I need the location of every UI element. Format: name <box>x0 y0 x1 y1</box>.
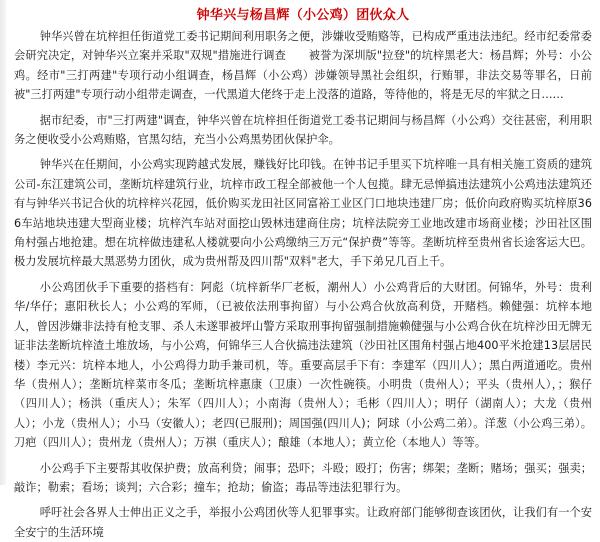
paragraph-investigation: 钟华兴曾在坑梓担任街道党工委书记期间利用职务之便，涉嫌收受贿赂等，已构成严重违法违纪。经市纪委常委会研究决定，对钟华兴立案并采取"双规"措施进行调查 被誉为深圳版"拉登"的坑梓黑老大：杨昌辉；外号：小公鸡。经市"三打两建"专项行动小组调查，杨昌辉（小公鸡）涉嫌领导黑社会组织，行贿罪，非法交易等罪名，日前被"三打两建"专项行动小组带走调查，一代黑道大佬终于走上没落的道路，等待他的，将是无尽的牢狱之日…… <box>14 30 592 102</box>
article-body <box>14 6 592 542</box>
paragraph-crimes-list: 小公鸡手下主要帮其收保护费；放高利贷；闹事；恐吓；斗殴；殴打；伤害；绑架；垄断；赌场；强买；强卖；敲诈；勒索；看场；谈判；六合彩；撞车；抢劫；偷盗；毒品等违法犯罪行为。 <box>14 461 592 494</box>
article-title: 钟华兴与杨昌辉（小公鸡）团伙众人 <box>196 8 410 23</box>
paragraph-protection-umbrella: 据市纪委，市"三打两建"调查，钟华兴曾在坑梓担任街道党工委书记期间与杨昌辉（小公鸡）交往甚密，利用职务之便收受小公鸡贿赂，官黑勾结，充当小公鸡黑势团伙保护伞。 <box>14 113 592 147</box>
page-left-border <box>0 0 6 485</box>
paragraph-appeal: 呼吁社会各界人士伸出正义之手，举报小公鸡团伙等人犯罪事实。让政府部门能够彻查该团伙，让我们有一个安全安宁的生活环境 <box>14 506 592 539</box>
paragraph-gang-members: 小公鸡团伙手下重要的搭档有：阿彪（坑梓新华厂老板，潮州人）小公鸡背后的大财团。何锦华，外号：贵利华/华仔；惠阳秋长人；小公鸡的军师，（已被依法刑事拘留）与小公鸡合伙放高利贷，开赌档。赖健强：坑梓本地人，曾因涉嫌非法持有枪支罪、杀人未遂罪被坪山警方采取刑事拘留强制措施赖健强与小公鸡合伙在坑梓沙田无牌无证非法垄断坑梓渣土堆放场，与小公鸡，何锦华三人合伙搞违法建筑（沙田社区围角村强占地400平米抢建13层居民楼）李元兴：坑梓本地人，小公鸡得力助手兼司机，等。重要高层手下有：李建军（四川人）；黑白两道通吃。贵州华（贵州人）；垄断坑梓菜市冬瓜；垄断坑梓惠康（卫康）一次性碗筷。小明贵（贵州人）；平头（贵州人），；猴仔（四川人）；杨洪（重庆人）；朱军（四川人）；小南海（贵州人）；毛彬（四川人）；明仔（湖南人）；大龙（贵州人）；小龙（贵州人）；小马（安徽人）；老四(已服刑)；周国强(四川人)；阿球（小公鸡二弟）。洋葱（小公鸡三弟）。刀疤（四川人）；贵州龙（贵州人）；万祺（重庆人）；酿雄（本地人）；黄立伦（本地人）等等。 <box>14 280 592 450</box>
paragraph-illegal-construction: 钟华兴在任期间，小公鸡实现跨越式发展，赚钱好比印钱。在钟书记手里买下坑梓唯一具有相关施工资质的建筑公司-东江建筑公司，垄断坑梓建筑行业，坑梓市政工程全部被他一个人包揽。肆无忌惮搞违法建筑小公鸡违法建筑还有与钟华兴书记合伙的坑梓梓兴花园，低价购买龙田社区同富裕工业区门口地块违建厂房；低价向政府购买坑梓原366车站地块违建大型商业楼；坑梓汽车站对面挖山毁林违建商住房；坑梓法院旁工业地改建市场商业楼；沙田社区围角村强占地抢建。想在坑梓做违建私人楼就要向小公鸡缴纳三万元“保护费”等等。垄断坑梓至贵州省长途客运大巴。极力发展坑梓最大黑恶势力团伙，成为贵州帮及四川帮"双料"老大，手下弟兄几百上千。 <box>14 158 592 269</box>
